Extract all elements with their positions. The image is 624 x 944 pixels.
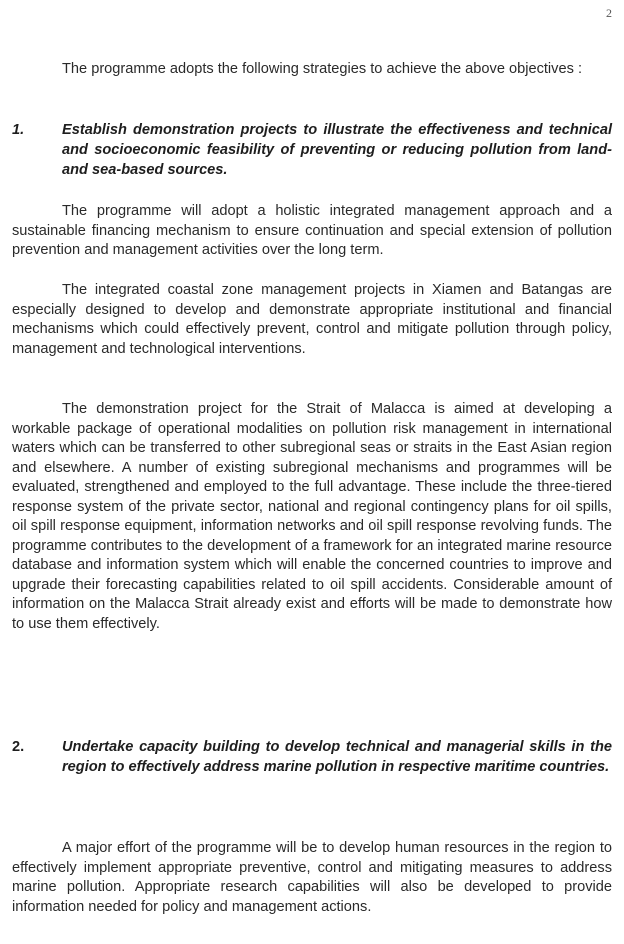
intro-text: The programme adopts the following strategies to achieve the above objectives : (62, 61, 582, 77)
page-number: 2 (606, 6, 612, 20)
strategy-1-paragraph-2 (12, 281, 612, 359)
strategy-1-heading (12, 120, 612, 180)
intro-paragraph (12, 60, 612, 80)
strategy-2-number: 2. (12, 739, 25, 755)
strategy-1-number: 1. (12, 122, 25, 138)
paragraph-text: The integrated coastal zone management projects in Xiamen and Batangas are especially designed to develop and demonstrate appropriate institutional and financial mechanisms which could effectively prevent, control and mitigate pollution through policy, management and technological interventions. (12, 282, 612, 357)
strategy-1-paragraph-1 (12, 202, 612, 261)
strategy-1-paragraph-3 (12, 400, 612, 634)
paragraph-text: The demonstration project for the Strait of Malacca is aimed at developing a workable package of operational modalities on pollution risk management in international waters which can be transferred to other subregional seas or straits in the East Asian region and elsewhere. A number of existing subregional mechanisms and programmes will be evaluated, strengthened and employed to the full advantage. These include the three-tiered response system of the private sector, national and regional contingency plans for oil spills, oil spill response equipment, information networks and oil spill response revolving funds. The programme contributes to the development of a framework for an integrated marine resource database and information system which will enable the concerned countries to improve and upgrade their forecasting capabilities related to oil spill accidents. Considerable amount of information on the Malacca Strait already exist and efforts will be made to demonstrate how to use them effectively. (12, 401, 612, 632)
strategy-2-paragraph-1 (12, 839, 612, 917)
paragraph-text: The programme will adopt a holistic integrated management approach and a sustainable financing mechanism to ensure continuation and special extension of pollution prevention and management activities over the long term. (12, 203, 612, 258)
strategy-1-title: Establish demonstration projects to illustrate the effectiveness and technical and socioeconomic feasibility of preventing or reducing pollution from land-and sea-based sources. (62, 122, 612, 178)
strategy-2-heading (12, 737, 612, 777)
strategy-2-title: Undertake capacity building to develop technical and managerial skills in the region to effectively address marine pollution in respective maritime countries. (62, 739, 612, 775)
paragraph-text: A major effort of the programme will be to develop human resources in the region to effectively implement appropriate preventive, control and mitigating measures to address marine pollution. Appropriate research capabilities will also be developed to provide information needed for policy and management actions. (12, 840, 612, 915)
